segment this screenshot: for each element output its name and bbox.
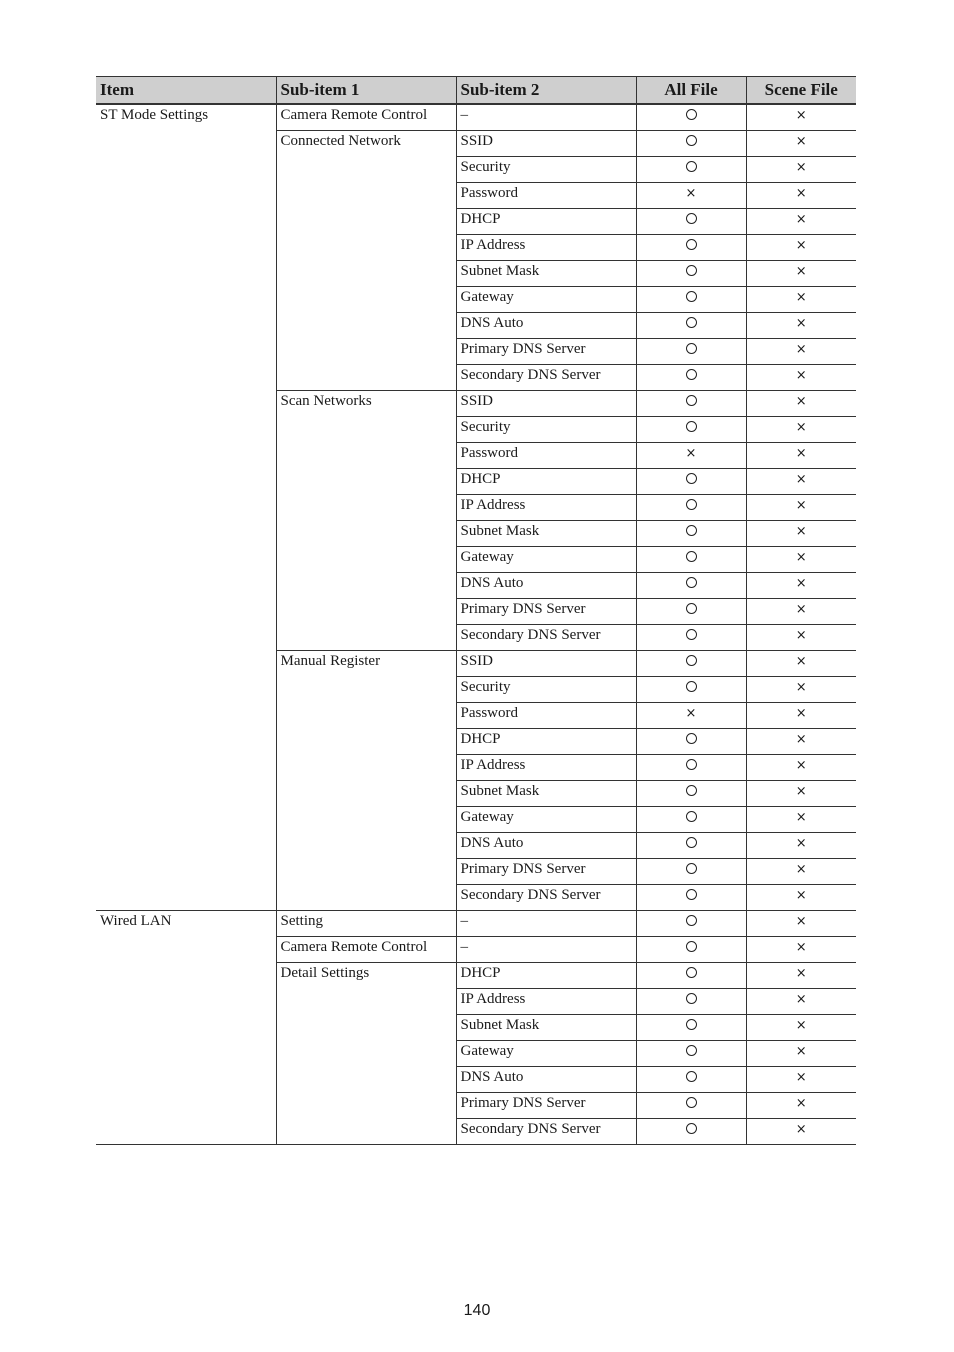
circle-icon: [686, 369, 697, 380]
circle-icon: [686, 135, 697, 146]
sub-item-2-cell: Primary DNS Server: [456, 1093, 636, 1119]
header-all-file: All File: [636, 77, 746, 105]
sub-item-2-cell: SSID: [456, 131, 636, 157]
cross-mark: ×: [795, 316, 807, 331]
cross-mark: ×: [795, 914, 807, 929]
cross-mark: ×: [795, 732, 807, 747]
all-file-cell: [636, 104, 746, 131]
circle-icon: [686, 993, 697, 1004]
sub-item-1-cell: Camera Remote Control: [276, 104, 456, 131]
scene-file-cell: [746, 261, 856, 287]
sub-item-2-cell: Secondary DNS Server: [456, 625, 636, 651]
scene-file-cell: [746, 729, 856, 755]
sub-item-2-cell: DNS Auto: [456, 833, 636, 859]
circle-icon: [686, 811, 697, 822]
all-file-cell: [636, 1067, 746, 1093]
header-item: Item: [96, 77, 276, 105]
all-file-cell: [636, 469, 746, 495]
scene-file-cell: [746, 131, 856, 157]
circle-icon: [686, 759, 697, 770]
circle-icon: [686, 317, 697, 328]
circle-icon: [686, 863, 697, 874]
sub-item-2-cell: Password: [456, 443, 636, 469]
all-file-cell: [636, 391, 746, 417]
sub-item-2-cell: Password: [456, 183, 636, 209]
cross-mark: ×: [795, 550, 807, 565]
scene-file-cell: [746, 495, 856, 521]
scene-file-cell: [746, 521, 856, 547]
all-file-cell: [636, 989, 746, 1015]
scene-file-cell: [746, 183, 856, 209]
cross-mark: ×: [795, 524, 807, 539]
sub-item-2-cell: –: [456, 104, 636, 131]
cross-mark: ×: [795, 1070, 807, 1085]
cross-mark: ×: [795, 368, 807, 383]
scene-file-cell: [746, 963, 856, 989]
cross-mark: ×: [685, 446, 697, 461]
all-file-cell: [636, 157, 746, 183]
circle-icon: [686, 603, 697, 614]
cross-mark: ×: [685, 186, 697, 201]
all-file-cell: [636, 183, 746, 209]
circle-icon: [686, 915, 697, 926]
table-row: [96, 911, 856, 937]
cross-mark: ×: [795, 784, 807, 799]
all-file-cell: [636, 339, 746, 365]
circle-icon: [686, 785, 697, 796]
cross-mark: ×: [795, 238, 807, 253]
all-file-cell: [636, 729, 746, 755]
sub-item-2-cell: Secondary DNS Server: [456, 365, 636, 391]
cross-mark: ×: [795, 264, 807, 279]
all-file-cell: [636, 261, 746, 287]
circle-icon: [686, 1097, 697, 1108]
scene-file-cell: [746, 1041, 856, 1067]
cross-mark: ×: [795, 758, 807, 773]
circle-icon: [686, 681, 697, 692]
cross-mark: ×: [795, 706, 807, 721]
sub-item-2-cell: SSID: [456, 651, 636, 677]
sub-item-2-cell: IP Address: [456, 235, 636, 261]
circle-icon: [686, 941, 697, 952]
sub-item-2-cell: Subnet Mask: [456, 781, 636, 807]
cross-mark: ×: [795, 498, 807, 513]
scene-file-cell: [746, 443, 856, 469]
circle-icon: [686, 499, 697, 510]
all-file-cell: [636, 755, 746, 781]
sub-item-2-cell: DHCP: [456, 729, 636, 755]
cross-mark: ×: [795, 836, 807, 851]
sub-item-2-cell: IP Address: [456, 989, 636, 1015]
circle-icon: [686, 837, 697, 848]
scene-file-cell: [746, 1119, 856, 1145]
cross-mark: ×: [795, 576, 807, 591]
cross-mark: ×: [795, 186, 807, 201]
circle-icon: [686, 343, 697, 354]
circle-icon: [686, 161, 697, 172]
scene-file-cell: [746, 339, 856, 365]
scene-file-cell: [746, 1093, 856, 1119]
sub-item-2-cell: Security: [456, 417, 636, 443]
sub-item-1-cell: Manual Register: [276, 651, 456, 911]
circle-icon: [686, 1123, 697, 1134]
sub-item-2-cell: Subnet Mask: [456, 521, 636, 547]
sub-item-2-cell: Gateway: [456, 1041, 636, 1067]
header-row: [96, 77, 856, 105]
all-file-cell: [636, 781, 746, 807]
scene-file-cell: [746, 1015, 856, 1041]
sub-item-2-cell: DNS Auto: [456, 1067, 636, 1093]
circle-icon: [686, 473, 697, 484]
sub-item-2-cell: Primary DNS Server: [456, 339, 636, 365]
circle-icon: [686, 1071, 697, 1082]
cross-mark: ×: [795, 160, 807, 175]
all-file-cell: [636, 573, 746, 599]
sub-item-2-cell: DNS Auto: [456, 313, 636, 339]
scene-file-cell: [746, 209, 856, 235]
cross-mark: ×: [795, 290, 807, 305]
scene-file-cell: [746, 859, 856, 885]
sub-item-2-cell: IP Address: [456, 755, 636, 781]
scene-file-cell: [746, 313, 856, 339]
cross-mark: ×: [685, 706, 697, 721]
circle-icon: [686, 395, 697, 406]
circle-icon: [686, 967, 697, 978]
scene-file-cell: [746, 989, 856, 1015]
cross-mark: ×: [795, 602, 807, 617]
page-number: 140: [463, 1302, 491, 1319]
circle-icon: [686, 525, 697, 536]
sub-item-2-cell: DHCP: [456, 209, 636, 235]
cross-mark: ×: [795, 810, 807, 825]
item-cell: Wired LAN: [96, 911, 276, 1145]
circle-icon: [686, 265, 697, 276]
cross-mark: ×: [795, 862, 807, 877]
sub-item-2-cell: DNS Auto: [456, 573, 636, 599]
sub-item-2-cell: Primary DNS Server: [456, 599, 636, 625]
all-file-cell: [636, 235, 746, 261]
scene-file-cell: [746, 365, 856, 391]
cross-mark: ×: [795, 888, 807, 903]
circle-icon: [686, 109, 697, 120]
table-row: [96, 104, 856, 131]
cross-mark: ×: [795, 108, 807, 123]
all-file-cell: [636, 1041, 746, 1067]
sub-item-2-cell: IP Address: [456, 495, 636, 521]
cross-mark: ×: [795, 446, 807, 461]
sub-item-2-cell: Subnet Mask: [456, 261, 636, 287]
cross-mark: ×: [795, 394, 807, 409]
sub-item-2-cell: Password: [456, 703, 636, 729]
all-file-cell: [636, 1015, 746, 1041]
circle-icon: [686, 1019, 697, 1030]
circle-icon: [686, 655, 697, 666]
header-sub-item-1: Sub-item 1: [276, 77, 456, 105]
all-file-cell: [636, 131, 746, 157]
all-file-cell: [636, 599, 746, 625]
all-file-cell: [636, 417, 746, 443]
circle-icon: [686, 733, 697, 744]
sub-item-2-cell: Primary DNS Server: [456, 859, 636, 885]
all-file-cell: [636, 703, 746, 729]
all-file-cell: [636, 1119, 746, 1145]
all-file-cell: [636, 807, 746, 833]
sub-item-2-cell: –: [456, 911, 636, 937]
cross-mark: ×: [795, 212, 807, 227]
cross-mark: ×: [795, 1044, 807, 1059]
scene-file-cell: [746, 599, 856, 625]
scene-file-cell: [746, 625, 856, 651]
all-file-cell: [636, 313, 746, 339]
cross-mark: ×: [795, 680, 807, 695]
item-cell: ST Mode Settings: [96, 104, 276, 911]
scene-file-cell: [746, 651, 856, 677]
scene-file-cell: [746, 677, 856, 703]
scene-file-cell: [746, 573, 856, 599]
circle-icon: [686, 1045, 697, 1056]
all-file-cell: [636, 365, 746, 391]
cross-mark: ×: [795, 420, 807, 435]
scene-file-cell: [746, 104, 856, 131]
table-header: [96, 77, 856, 105]
scene-file-cell: [746, 547, 856, 573]
all-file-cell: [636, 859, 746, 885]
scene-file-cell: [746, 287, 856, 313]
circle-icon: [686, 239, 697, 250]
scene-file-cell: [746, 703, 856, 729]
sub-item-1-cell: Camera Remote Control: [276, 937, 456, 963]
scene-file-cell: [746, 157, 856, 183]
scene-file-cell: [746, 391, 856, 417]
sub-item-2-cell: DHCP: [456, 963, 636, 989]
cross-mark: ×: [795, 1018, 807, 1033]
cross-mark: ×: [795, 134, 807, 149]
scene-file-cell: [746, 885, 856, 911]
sub-item-1-cell: Scan Networks: [276, 391, 456, 651]
all-file-cell: [636, 937, 746, 963]
all-file-cell: [636, 833, 746, 859]
sub-item-2-cell: Gateway: [456, 287, 636, 313]
cross-mark: ×: [795, 966, 807, 981]
all-file-cell: [636, 885, 746, 911]
sub-item-2-cell: Security: [456, 677, 636, 703]
all-file-cell: [636, 209, 746, 235]
circle-icon: [686, 889, 697, 900]
sub-item-2-cell: Secondary DNS Server: [456, 1119, 636, 1145]
sub-item-2-cell: Secondary DNS Server: [456, 885, 636, 911]
cross-mark: ×: [795, 1096, 807, 1111]
all-file-cell: [636, 911, 746, 937]
scene-file-cell: [746, 469, 856, 495]
all-file-cell: [636, 547, 746, 573]
all-file-cell: [636, 495, 746, 521]
cross-mark: ×: [795, 472, 807, 487]
all-file-cell: [636, 651, 746, 677]
cross-mark: ×: [795, 342, 807, 357]
settings-table: [96, 76, 856, 1145]
cross-mark: ×: [795, 1122, 807, 1137]
header-sub-item-2: Sub-item 2: [456, 77, 636, 105]
circle-icon: [686, 213, 697, 224]
cross-mark: ×: [795, 940, 807, 955]
scene-file-cell: [746, 1067, 856, 1093]
cross-mark: ×: [795, 628, 807, 643]
sub-item-2-cell: Gateway: [456, 807, 636, 833]
scene-file-cell: [746, 235, 856, 261]
cross-mark: ×: [795, 992, 807, 1007]
all-file-cell: [636, 443, 746, 469]
all-file-cell: [636, 1093, 746, 1119]
all-file-cell: [636, 963, 746, 989]
sub-item-1-cell: Connected Network: [276, 131, 456, 391]
scene-file-cell: [746, 833, 856, 859]
sub-item-2-cell: Security: [456, 157, 636, 183]
all-file-cell: [636, 625, 746, 651]
scene-file-cell: [746, 911, 856, 937]
circle-icon: [686, 577, 697, 588]
sub-item-2-cell: DHCP: [456, 469, 636, 495]
sub-item-2-cell: Subnet Mask: [456, 1015, 636, 1041]
table-body: [96, 104, 856, 1145]
circle-icon: [686, 629, 697, 640]
all-file-cell: [636, 287, 746, 313]
scene-file-cell: [746, 417, 856, 443]
scene-file-cell: [746, 781, 856, 807]
sub-item-2-cell: –: [456, 937, 636, 963]
scene-file-cell: [746, 807, 856, 833]
sub-item-2-cell: Gateway: [456, 547, 636, 573]
sub-item-1-cell: Detail Settings: [276, 963, 456, 1145]
all-file-cell: [636, 521, 746, 547]
cross-mark: ×: [795, 654, 807, 669]
header-scene-file: Scene File: [746, 77, 856, 105]
circle-icon: [686, 291, 697, 302]
all-file-cell: [636, 677, 746, 703]
sub-item-1-cell: Setting: [276, 911, 456, 937]
circle-icon: [686, 421, 697, 432]
circle-icon: [686, 551, 697, 562]
scene-file-cell: [746, 937, 856, 963]
scene-file-cell: [746, 755, 856, 781]
sub-item-2-cell: SSID: [456, 391, 636, 417]
